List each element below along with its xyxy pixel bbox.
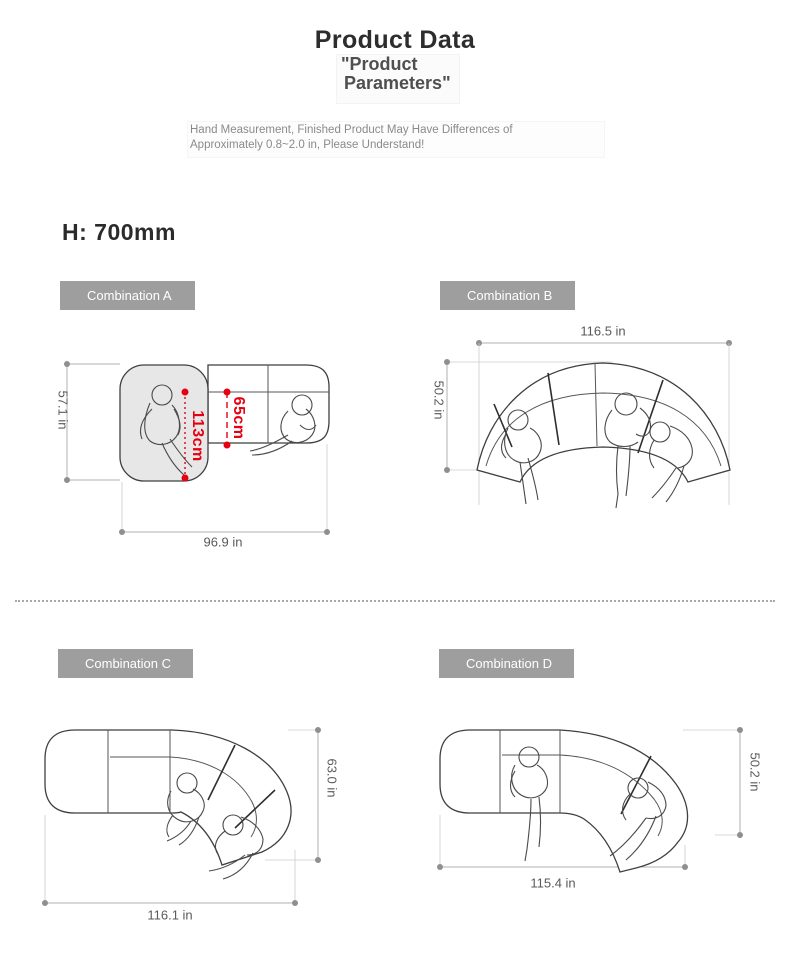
subtitle-line2: Parameters" [344,73,451,93]
sofa-a [120,365,329,481]
section-divider [15,600,775,602]
combination-c-label: Combination C [58,649,193,678]
disclaimer-line1: Hand Measurement, Finished Product May Have Differences of [190,124,513,136]
dim-width-b: 116.5 in [580,323,626,339]
sofa-top-view-c [30,700,365,940]
dim-width-a: 96.9 in [203,534,243,550]
sofa-top-view-d [430,700,775,910]
dim-width-d: 115.4 in [530,875,576,891]
dim-chaise-length-a: 113cm [189,410,206,462]
sofa-d [440,730,688,872]
diagram-combination-c [30,700,365,940]
dim-depth-d: 50.2 in [747,752,763,792]
dim-seat-width-a: 65cm [230,396,247,440]
dim-depth-b: 50.2 in [431,380,447,420]
combination-a-label: Combination A [60,281,195,310]
disclaimer-line2: Approximately 0.8~2.0 in, Please Understand! [190,138,425,151]
sofa-b [477,363,730,482]
combination-b-label: Combination B [440,281,575,310]
dim-width-c: 116.1 in [147,907,193,923]
diagram-combination-b [430,320,770,540]
page-subtitle [341,55,451,93]
subtitle-line1: "Product [341,54,418,74]
page-title: Product Data [314,26,476,54]
diagram-combination-a [40,340,360,570]
disclaimer-text [190,123,513,152]
dim-depth-c: 63.0 in [324,758,340,798]
dim-depth-a: 57.1 in [55,390,71,430]
height-spec-label: H: 700mm [62,219,176,245]
diagram-combination-d [430,700,775,910]
sofa-top-view-b [430,320,770,540]
combination-d-label: Combination D [439,649,574,678]
